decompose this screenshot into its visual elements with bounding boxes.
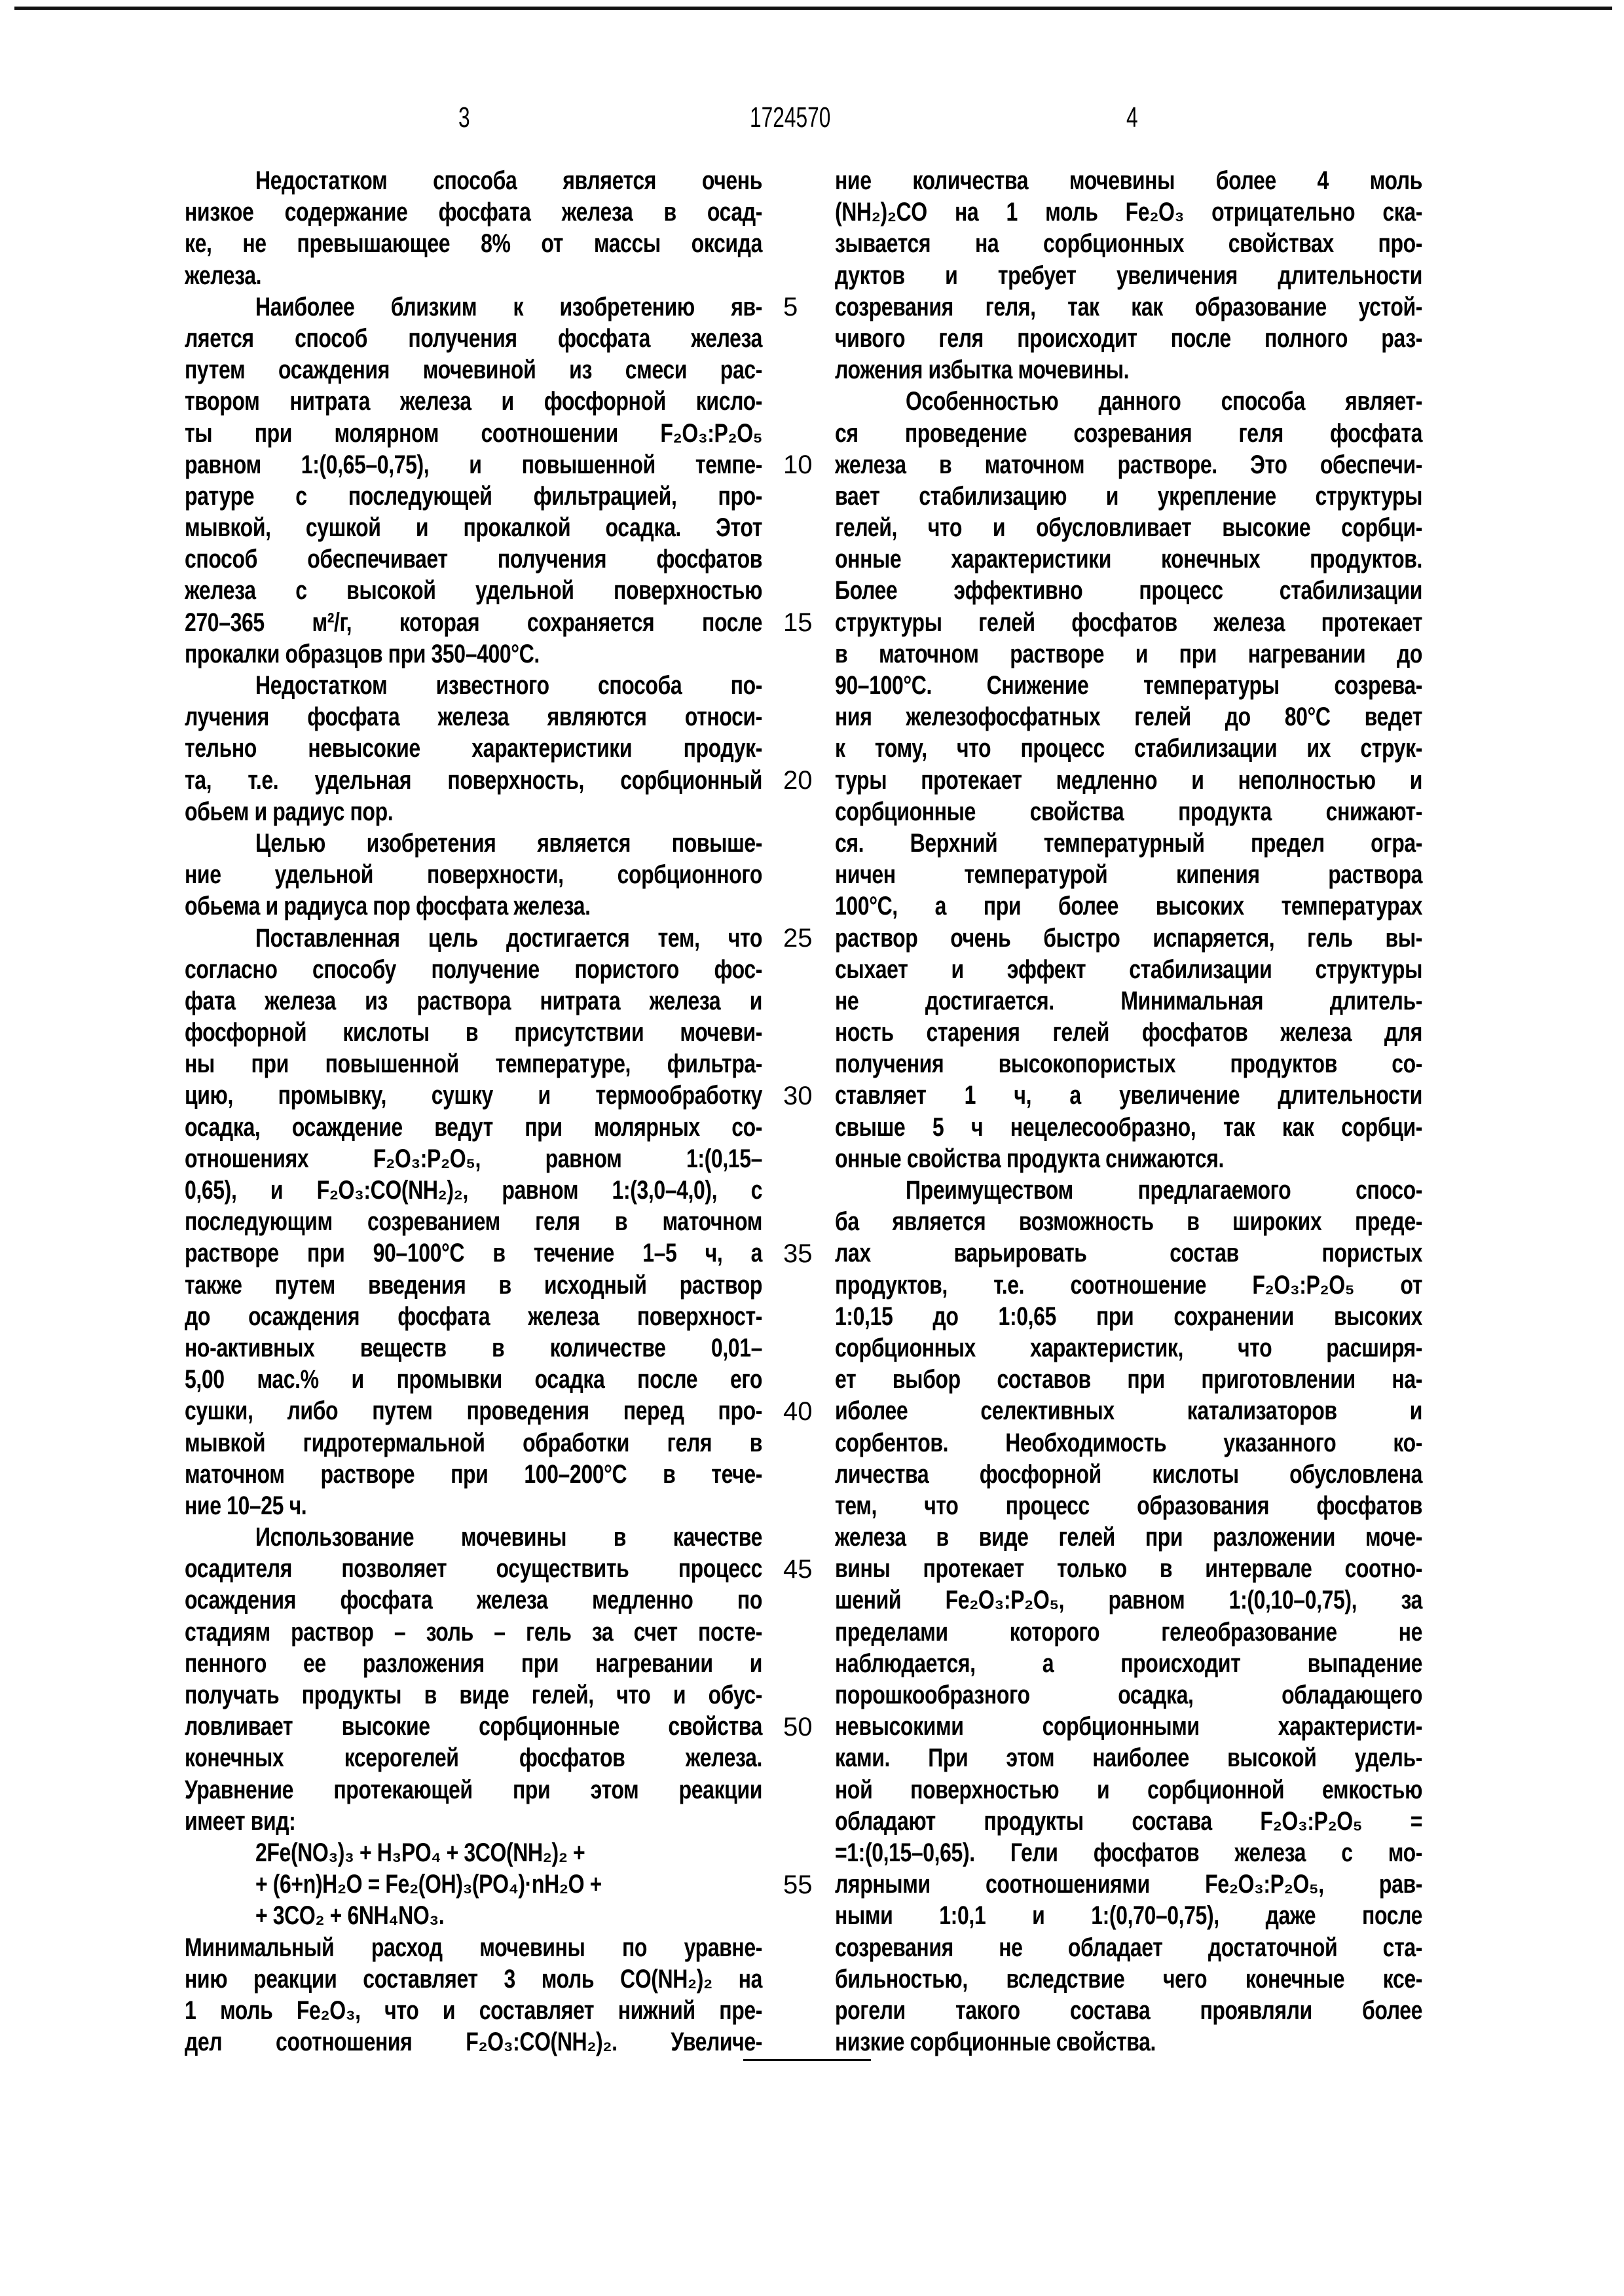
text-line	[835, 1175, 1422, 1206]
text-line	[835, 638, 1422, 670]
text-line-content: железа в виде гелей при разложении моче-	[835, 1522, 1422, 1553]
text-line	[835, 765, 1422, 796]
text-line-content: структуры гелей фосфатов железа протекает	[835, 607, 1422, 638]
text-line-content: низкое содержание фосфата железа в осад-	[185, 196, 762, 228]
text-line	[185, 1584, 762, 1616]
text-line-content: продуктов, т.е. соотношение F₂O₃:P₂O₅ от	[835, 1269, 1422, 1301]
page-number-left: 3	[458, 98, 470, 137]
text-line	[185, 828, 762, 859]
line-number: 50	[783, 1711, 813, 1743]
text-line-content: отношениях F₂O₃:P₂O₅, равном 1:(0,15–	[185, 1143, 762, 1175]
text-line	[835, 354, 1422, 386]
text-line-content: гелей, что и обусловливает высокие сорбци-	[835, 512, 1422, 543]
text-line	[835, 1364, 1422, 1395]
text-line-content: порошкообразного осадка, обладающего	[835, 1679, 1422, 1711]
text-line	[185, 1080, 762, 1111]
text-line-content: ны при повышенной температуре, фильтра-	[185, 1048, 762, 1080]
text-line-content: получать продукты в виде гелей, что и обус-	[185, 1679, 762, 1711]
text-line-content: Более эффективно процесс стабилизации	[835, 575, 1422, 606]
text-line	[185, 1048, 762, 1080]
text-line-content: ками. При этом наиболее высокой удель-	[835, 1742, 1422, 1774]
text-line-content: не достигается. Минимальная длитель-	[835, 985, 1422, 1017]
text-line-content: иболее селективных катализаторов и	[835, 1395, 1422, 1427]
text-line-content: тем, что процесс образования фосфатов	[835, 1490, 1422, 1522]
text-line	[835, 1395, 1422, 1427]
text-line-content: сорбционных характеристик, что расширя-	[835, 1332, 1422, 1364]
text-line	[185, 1143, 762, 1175]
text-line-content: ловливает высокие сорбционные свойства	[185, 1711, 762, 1742]
text-line-content: до осаждения фосфата железа поверхност-	[185, 1301, 762, 1332]
text-line-content: к тому, что процесс стабилизации их струк-	[835, 733, 1422, 764]
text-line	[835, 481, 1422, 512]
text-line-content: Наиболее близким к изобретению яв-	[255, 291, 762, 323]
text-line-content: (NH₂)₂CO на 1 моль Fe₂O₃ отрицательно ска-	[835, 196, 1422, 228]
text-line	[185, 165, 762, 196]
text-line-content: способ обеспечивает получения фосфатов	[185, 543, 762, 575]
text-line	[185, 543, 762, 575]
text-line-content: ке, не превышающее 8% от массы оксида	[185, 228, 762, 259]
text-line	[185, 512, 762, 543]
top-border-rule	[14, 7, 1612, 10]
text-line	[835, 1143, 1422, 1175]
text-line-content: железа.	[185, 260, 261, 291]
text-line	[835, 165, 1422, 196]
text-line	[185, 1648, 762, 1679]
text-line	[185, 1900, 762, 1931]
text-line-content: дел соотношения F₂O₃:CO(NH₂)₂. Увеличе-	[185, 2026, 762, 2058]
text-line	[185, 323, 762, 354]
text-line	[835, 1932, 1422, 1963]
text-line	[835, 1459, 1422, 1490]
text-line	[185, 418, 762, 449]
text-line	[185, 765, 762, 796]
text-line	[835, 1269, 1422, 1301]
text-line-content: фосфорной кислоты в присутствии мочеви-	[185, 1017, 762, 1048]
text-line-content: маточном растворе при 100–200°С в тече-	[185, 1459, 762, 1490]
text-line	[185, 670, 762, 701]
text-line-content: сорбционные свойства продукта снижают-	[835, 796, 1422, 828]
text-line	[835, 922, 1422, 954]
text-line	[185, 607, 762, 638]
text-line-content: железа в маточном растворе. Это обеспечи-	[835, 449, 1422, 481]
text-line-content: вины протекает только в интервале соотно-	[835, 1553, 1422, 1584]
text-line-content: свыше 5 ч нецелесообразно, так как сорбци-	[835, 1112, 1422, 1143]
text-line-content: ной поверхностью и сорбционной емкостью	[835, 1774, 1422, 1806]
text-line	[185, 701, 762, 733]
text-line-content: ся. Верхний температурный предел огра-	[835, 828, 1422, 859]
text-line-content: ляется способ получения фосфата железа	[185, 323, 762, 354]
text-line	[835, 260, 1422, 291]
text-line	[835, 291, 1422, 323]
text-line-content: сыхает и эффект стабилизации структуры	[835, 954, 1422, 985]
text-line-content: конечных ксерогелей фосфатов железа.	[185, 1742, 762, 1774]
text-line	[185, 1553, 762, 1584]
text-line-content: равном 1:(0,65–0,75), и повышенной темпе-	[185, 449, 762, 481]
text-line	[835, 418, 1422, 449]
text-line-content: в маточном растворе и при нагревании до	[835, 638, 1422, 670]
line-number: 45	[783, 1554, 813, 1585]
text-line-content: обьема и радиуса пор фосфата железа.	[185, 890, 591, 922]
text-line-content: дуктов и требует увеличения длительности	[835, 260, 1422, 291]
text-line-content: мывкой гидротермальной обработки геля в	[185, 1427, 762, 1459]
patent-number: 1724570	[750, 98, 830, 137]
text-line-content: ние удельной поверхности, сорбционного	[185, 859, 762, 890]
text-line	[185, 985, 762, 1017]
text-line	[185, 1427, 762, 1459]
text-line-content: бильностью, вследствие чего конечные ксе-	[835, 1963, 1422, 1995]
text-line	[835, 1648, 1422, 1679]
text-line-content: 270–365 м²/г, которая сохраняется после	[185, 607, 762, 638]
text-line	[185, 796, 762, 828]
text-line-content: вает стабилизацию и укрепление структуры	[835, 481, 1422, 512]
text-line-content: фата железа из раствора нитрата железа и	[185, 985, 762, 1017]
text-line	[185, 354, 762, 386]
text-line	[185, 1616, 762, 1648]
line-number: 15	[783, 607, 813, 638]
text-line	[185, 1175, 762, 1206]
text-line-content: рогели такого состава проявляли более	[835, 1995, 1422, 2026]
text-line	[835, 1080, 1422, 1111]
text-line	[185, 481, 762, 512]
text-line	[835, 543, 1422, 575]
text-line-content: =1:(0,15–0,65). Гели фосфатов железа с мо-	[835, 1837, 1422, 1868]
text-line-content: сушки, либо путем проведения перед про-	[185, 1395, 762, 1427]
text-line-content: ние 10–25 ч.	[185, 1490, 306, 1522]
text-line-content: лучения фосфата железа являются относи-	[185, 701, 762, 733]
text-line	[185, 386, 762, 417]
text-line	[835, 2026, 1422, 2058]
text-line	[835, 796, 1422, 828]
line-number: 5	[783, 291, 798, 323]
text-line-content: ность старения гелей фосфатов железа для	[835, 1017, 1422, 1048]
text-line	[185, 638, 762, 670]
text-line-content: 100°С, а при более высоких температурах	[835, 890, 1422, 922]
text-line-content: имеет вид:	[185, 1806, 295, 1837]
text-line-content: осаждения фосфата железа медленно по	[185, 1584, 762, 1616]
text-line	[835, 1522, 1422, 1553]
text-line-content: Уравнение протекающей при этом реакции	[185, 1774, 762, 1806]
text-line-content: 2Fe(NO₃)₃ + H₃PO₄ + 3CO(NH₂)₂ +	[255, 1837, 585, 1868]
text-line-content: стадиям раствор – золь – гель за счет посте-	[185, 1616, 762, 1648]
text-line-content: 0,65), и F₂O₃:CO(NH₂)₂, равном 1:(3,0–4,0), с	[185, 1175, 762, 1206]
text-line	[835, 1427, 1422, 1459]
text-line	[185, 1237, 762, 1269]
text-line-content: путем осаждения мочевиной из смеси рас-	[185, 354, 762, 386]
text-line	[185, 575, 762, 606]
text-line	[185, 1963, 762, 1995]
text-line	[835, 701, 1422, 733]
text-line-content: ставляет 1 ч, а увеличение длительности	[835, 1080, 1422, 1111]
text-line-content: ба является возможность в широких преде-	[835, 1206, 1422, 1237]
text-line	[185, 228, 762, 259]
text-line-content: туры протекает медленно и неполностью и	[835, 765, 1422, 796]
text-line	[185, 1995, 762, 2026]
text-line-content: твором нитрата железа и фосфорной кисло-	[185, 386, 762, 417]
text-line	[185, 1742, 762, 1774]
text-line	[835, 859, 1422, 890]
text-line	[835, 1490, 1422, 1522]
text-line	[835, 1837, 1422, 1868]
text-line-content: растворе при 90–100°С в течение 1–5 ч, а	[185, 1237, 762, 1269]
text-line	[835, 1742, 1422, 1774]
end-of-column-rule	[743, 2059, 871, 2061]
text-line	[185, 1774, 762, 1806]
text-line	[185, 1206, 762, 1237]
text-line-content: невысокими сорбционными характеристи-	[835, 1711, 1422, 1742]
text-line	[835, 1711, 1422, 1742]
text-line-content: зывается на сорбционных свойствах про-	[835, 228, 1422, 259]
text-line	[185, 1522, 762, 1553]
text-line-content: но-активных веществ в количестве 0,01–	[185, 1332, 762, 1364]
text-line	[835, 1679, 1422, 1711]
text-line-content: + (6+n)H₂O = Fe₂(OH)₃(PO₄)·nH₂O +	[255, 1868, 602, 1900]
text-line-content: получения высокопористых продуктов со-	[835, 1048, 1422, 1080]
text-line	[835, 890, 1422, 922]
text-line-content: ратуре с последующей фильтрацией, про-	[185, 481, 762, 512]
text-line	[835, 323, 1422, 354]
text-line-content: ния железофосфатных гелей до 80°С ведет	[835, 701, 1422, 733]
text-line	[185, 1112, 762, 1143]
text-line-content: наблюдается, а происходит выпадение	[835, 1648, 1422, 1679]
text-line	[185, 2026, 762, 2058]
text-line	[835, 1112, 1422, 1143]
text-line-content: низкие сорбционные свойства.	[835, 2026, 1156, 2058]
text-line-content: тельно невысокие характеристики продук-	[185, 733, 762, 764]
text-line-content: мывкой, сушкой и прокалкой осадка. Этот	[185, 512, 762, 543]
text-line-content: 90–100°С. Снижение температуры созрева-	[835, 670, 1422, 701]
text-line	[185, 1806, 762, 1837]
text-line-content: также путем введения в исходный раствор	[185, 1269, 762, 1301]
text-line	[185, 1837, 762, 1868]
text-line-content: Недостатком известного способа по-	[255, 670, 762, 701]
text-line	[835, 1332, 1422, 1364]
text-line	[835, 1017, 1422, 1048]
text-line	[835, 607, 1422, 638]
text-line	[185, 1711, 762, 1742]
text-line-content: ничен температурой кипения раствора	[835, 859, 1422, 890]
text-line-content: осадителя позволяет осуществить процесс	[185, 1553, 762, 1584]
text-line	[185, 1364, 762, 1395]
text-line	[835, 228, 1422, 259]
text-line-content: та, т.е. удельная поверхность, сорбционный	[185, 765, 762, 796]
text-line-content: ными 1:0,1 и 1:(0,70–0,75), даже после	[835, 1900, 1422, 1931]
text-line	[185, 1269, 762, 1301]
text-line	[185, 291, 762, 323]
line-number: 25	[783, 922, 813, 954]
text-line	[835, 512, 1422, 543]
text-line	[835, 1806, 1422, 1837]
text-line-content: согласно способу получение пористого фос-	[185, 954, 762, 985]
text-line-content: раствор очень быстро испаряется, гель вы-	[835, 922, 1422, 954]
text-line-content: онные характеристики конечных продуктов.	[835, 543, 1422, 575]
text-line	[835, 1206, 1422, 1237]
text-line	[185, 890, 762, 922]
text-line-content: последующим созреванием геля в маточном	[185, 1206, 762, 1237]
text-line	[185, 859, 762, 890]
text-line	[185, 1490, 762, 1522]
text-line-content: Преимуществом предлагаемого спосо-	[906, 1175, 1422, 1206]
text-line-content: 5,00 мас.% и промывки осадка после его	[185, 1364, 762, 1395]
text-line	[835, 1553, 1422, 1584]
text-line-content: чивого геля происходит после полного раз-	[835, 323, 1422, 354]
text-line-content: Поставленная цель достигается тем, что	[255, 922, 762, 954]
text-line-content: шений Fe₂O₃:P₂O₅, равном 1:(0,10–0,75), за	[835, 1584, 1422, 1616]
text-line	[185, 196, 762, 228]
text-line-content: ложения избытка мочевины.	[835, 354, 1129, 386]
text-line-content: пенного ее разложения при нагревании и	[185, 1648, 762, 1679]
text-line-content: обладают продукты состава F₂O₃:P₂O₅ =	[835, 1806, 1422, 1837]
text-line-content: прокалки образцов при 350–400°С.	[185, 638, 540, 670]
text-line	[835, 1995, 1422, 2026]
left-text-column	[185, 165, 762, 2058]
text-line	[835, 1900, 1422, 1931]
line-number: 10	[783, 449, 813, 481]
text-line	[835, 954, 1422, 985]
text-line-content: лах варьировать состав пористых	[835, 1237, 1422, 1269]
text-line-content: ты при молярном соотношении F₂O₃:P₂O₅	[185, 418, 762, 449]
text-line	[185, 260, 762, 291]
text-line	[185, 1395, 762, 1427]
text-line	[835, 1584, 1422, 1616]
text-line-content: личества фосфорной кислоты обусловлена	[835, 1459, 1422, 1490]
text-line-content: цию, промывку, сушку и термообработку	[185, 1080, 762, 1111]
text-line	[835, 1963, 1422, 1995]
text-line-content: пределами которого гелеобразование не	[835, 1616, 1422, 1648]
text-line	[835, 386, 1422, 417]
text-line	[835, 733, 1422, 764]
line-number: 20	[783, 765, 813, 796]
line-number: 40	[783, 1396, 813, 1427]
text-line	[835, 196, 1422, 228]
text-line	[835, 449, 1422, 481]
text-line-content: 1 моль Fe₂O₃, что и составляет нижний пре-	[185, 1995, 762, 2026]
text-line	[185, 449, 762, 481]
text-line-content: + 3CO₂ + 6NH₄NO₃.	[255, 1900, 444, 1931]
text-line	[835, 1301, 1422, 1332]
text-line-content: Использование мочевины в качестве	[255, 1522, 762, 1553]
text-line	[185, 733, 762, 764]
text-line	[835, 670, 1422, 701]
text-line	[185, 1932, 762, 1963]
line-number: 30	[783, 1080, 813, 1112]
text-line	[835, 1237, 1422, 1269]
text-line	[185, 1017, 762, 1048]
line-number: 35	[783, 1238, 813, 1269]
text-line-content: обьем и радиус пор.	[185, 796, 393, 828]
text-line-content: созревания геля, так как образование устой-	[835, 291, 1422, 323]
text-line	[835, 1774, 1422, 1806]
text-line	[835, 1048, 1422, 1080]
text-line-content: созревания не обладает достаточной ста-	[835, 1932, 1422, 1963]
text-line	[185, 922, 762, 954]
text-line-content: железа с высокой удельной поверхностью	[185, 575, 762, 606]
text-line	[185, 954, 762, 985]
page-number-right: 4	[1126, 98, 1138, 137]
text-line-content: 1:0,15 до 1:0,65 при сохранении высоких	[835, 1301, 1422, 1332]
text-line	[835, 828, 1422, 859]
text-line-content: сорбентов. Необходимость указанного ко-	[835, 1427, 1422, 1459]
text-line	[835, 985, 1422, 1017]
text-line-content: Минимальный расход мочевины по уравне-	[185, 1932, 762, 1963]
text-line-content: Целью изобретения является повыше-	[255, 828, 762, 859]
right-text-column	[835, 165, 1422, 2058]
text-line-content: онные свойства продукта снижаются.	[835, 1143, 1224, 1175]
text-line	[835, 1868, 1422, 1900]
text-line-content: Особенностью данного способа являет-	[906, 386, 1422, 417]
line-number: 55	[783, 1869, 813, 1901]
text-line-content: лярными соотношениями Fe₂O₃:P₂O₅, рав-	[835, 1868, 1422, 1900]
text-line-content: осадка, осаждение ведут при молярных со-	[185, 1112, 762, 1143]
text-line	[185, 1332, 762, 1364]
text-line-content: ся проведение созревания геля фосфата	[835, 418, 1422, 449]
text-line-content: нию реакции составляет 3 моль CO(NH₂)₂ на	[185, 1963, 762, 1995]
text-line	[185, 1679, 762, 1711]
text-line	[835, 575, 1422, 606]
text-line	[185, 1301, 762, 1332]
text-line-content: ние количества мочевины более 4 моль	[835, 165, 1422, 196]
text-line-content: ет выбор составов при приготовлении на-	[835, 1364, 1422, 1395]
text-line	[185, 1459, 762, 1490]
text-line-content: Недостатком способа является очень	[255, 165, 762, 196]
text-line	[185, 1868, 762, 1900]
text-line	[835, 1616, 1422, 1648]
